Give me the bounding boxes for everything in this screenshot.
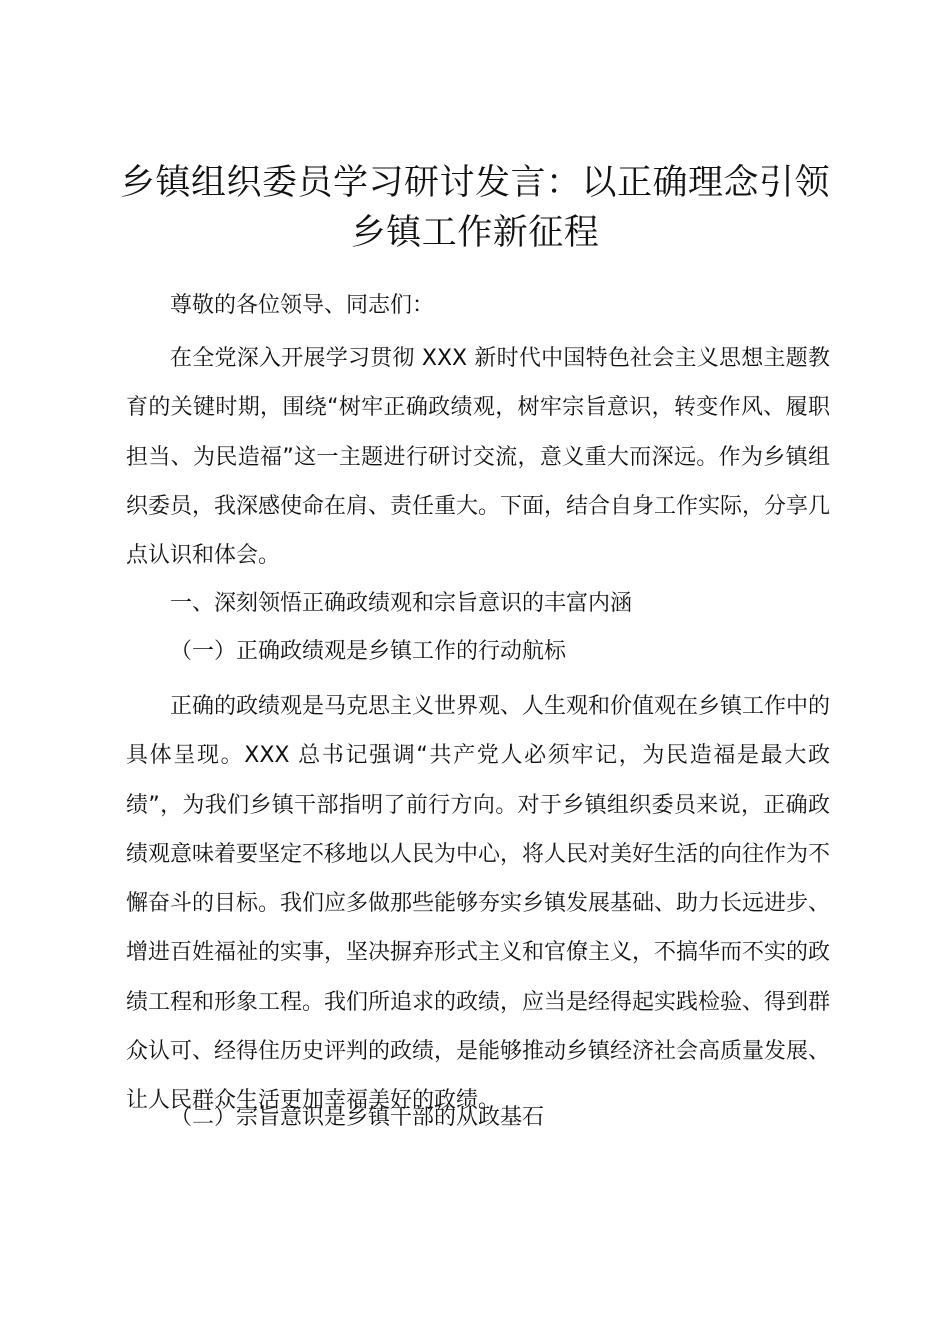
intro-paragraph: 在全党深入开展学习贯彻 XXX 新时代中国特色社会主义思想主题教育的关键时期，围绕“树牢正确政绩观，树牢宗旨意识，转变作风、履职担当、为民造福”这一主题进行研讨交流，意义重大而深远。作为乡镇组织委员，我深感使命在肩、责任重大。下面，结合自身工作实际，分享几点认识和体会。: [126, 346, 831, 569]
title-line-1: 乡镇组织委员学习研讨发言：以正确理念引领: [119, 163, 830, 203]
subsection-1-paragraph: 正确的政绩观是马克思主义世界观、人生观和价值观在乡镇工作中的具体呈现。XXX 总书记强调“共产党人必须牢记，为民造福是最大政绩”，为我们乡镇干部指明了前行方向。对于乡镇组织委员来说，正确政绩观意味着要坚定不移地以人民为中心，将人民对美好生活的向往作为不懈奋斗的目标。我们应多做那些能够夯实乡镇发展基础、助力长远进步、增进百姓福祉的实事，坚决摒弃形式主义和官僚主义，不搞华而不实的政绩工程和形象工程。我们所追求的政绩，应当是经得起实践检验、得到群众认可、经得住历史评判的政绩，是能够推动乡镇经济社会高质量发展、让人民群众生活更加幸福美好的政绩。: [126, 694, 831, 1114]
section-1-heading: 一、深刻领悟正确政绩观和宗旨意识的丰富内涵: [170, 591, 633, 616]
salutation: 尊敬的各位领导、同志们：: [170, 293, 435, 318]
subsection-1-heading: （一）正确政绩观是乡镇工作的行动航标: [170, 639, 567, 664]
subsection-2-heading: （二）宗旨意识是乡镇干部的从政基石: [170, 1105, 545, 1130]
document-title: [110, 158, 840, 258]
title-line-2: 乡镇工作新征程: [350, 213, 600, 253]
